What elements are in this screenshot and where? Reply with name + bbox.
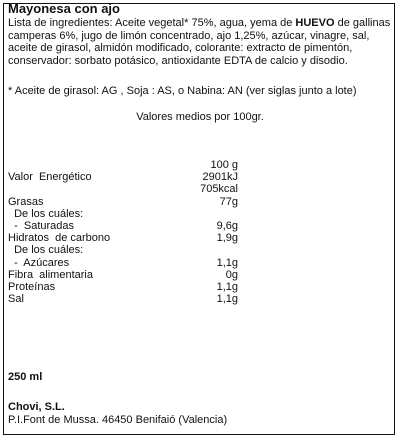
nutrition-row bbox=[8, 159, 238, 172]
nutrition-label: - Saturadas bbox=[8, 220, 75, 232]
nutrition-value: 100 g bbox=[210, 159, 238, 171]
nutrition-label: De los cuáles: bbox=[8, 207, 84, 220]
nutrition-row bbox=[8, 281, 238, 294]
nutrition-label: Grasas bbox=[8, 195, 44, 208]
nutrition-row bbox=[8, 196, 238, 209]
company-name: Chovi, S.L. bbox=[8, 401, 65, 413]
oil-footnote: * Aceite de girasol: AG , Soja : AS, o Nabina: AN (ver siglas junto a lote) bbox=[8, 85, 357, 97]
allergen-egg: HUEVO bbox=[295, 17, 335, 29]
nutrition-value: 1,1g bbox=[216, 281, 238, 293]
net-volume: 250 ml bbox=[8, 371, 43, 383]
nutrition-row bbox=[8, 269, 238, 282]
nutrition-row bbox=[8, 232, 238, 245]
nutrition-label: De los cuáles: bbox=[8, 244, 84, 257]
nutrition-value: 77g bbox=[219, 195, 238, 208]
nutrition-row bbox=[8, 244, 238, 257]
nutrition-row bbox=[8, 183, 238, 196]
nutrition-value: 2901kJ bbox=[202, 171, 238, 184]
ingredients-list bbox=[8, 17, 394, 67]
product-title: Mayonesa con ajo bbox=[8, 1, 120, 16]
nutrition-label: - Azúcares bbox=[8, 256, 70, 269]
nutrition-row bbox=[8, 257, 238, 270]
nutrition-label: Fibra alimentaria bbox=[8, 268, 93, 281]
nutrition-value: 0g bbox=[225, 268, 238, 281]
nutrition-value: 1,9g bbox=[216, 232, 238, 245]
nutrition-label: Sal bbox=[8, 293, 24, 306]
nutrition-value: 9,6g bbox=[216, 220, 238, 232]
nutrition-label: Valor Energético bbox=[8, 171, 92, 184]
nutrition-value: 1,1g bbox=[216, 293, 238, 306]
nutrition-value: 705kcal bbox=[200, 183, 238, 196]
ingredients-text-end: de gallinas camperas 6%, jugo de limón concentrado, ajo 1,25%, azúcar, vinagre, sal, aceite de girasol, almidón modificado, colorante: extracto de pimentón, conservador: sorbato potásico, antioxidante EDTA de calcio y disodio. bbox=[8, 17, 391, 67]
nutrition-value: 1,1g bbox=[216, 256, 238, 269]
nutrition-label: Proteínas bbox=[8, 281, 56, 293]
ingredients-text-start: Lista de ingredientes: Aceite vegetal* 75%, agua, yema de bbox=[8, 17, 296, 29]
nutrition-row bbox=[8, 220, 238, 233]
nutrition-row bbox=[8, 171, 238, 184]
nutrition-row bbox=[8, 293, 238, 306]
company-address: P.I.Font de Mussa. 46450 Benifaió (Valencia) bbox=[8, 414, 228, 426]
nutrition-header: Valores medios por 100gr. bbox=[136, 111, 264, 123]
nutrition-label: Hidratos de carbono bbox=[8, 232, 111, 245]
nutrition-row bbox=[8, 208, 238, 221]
